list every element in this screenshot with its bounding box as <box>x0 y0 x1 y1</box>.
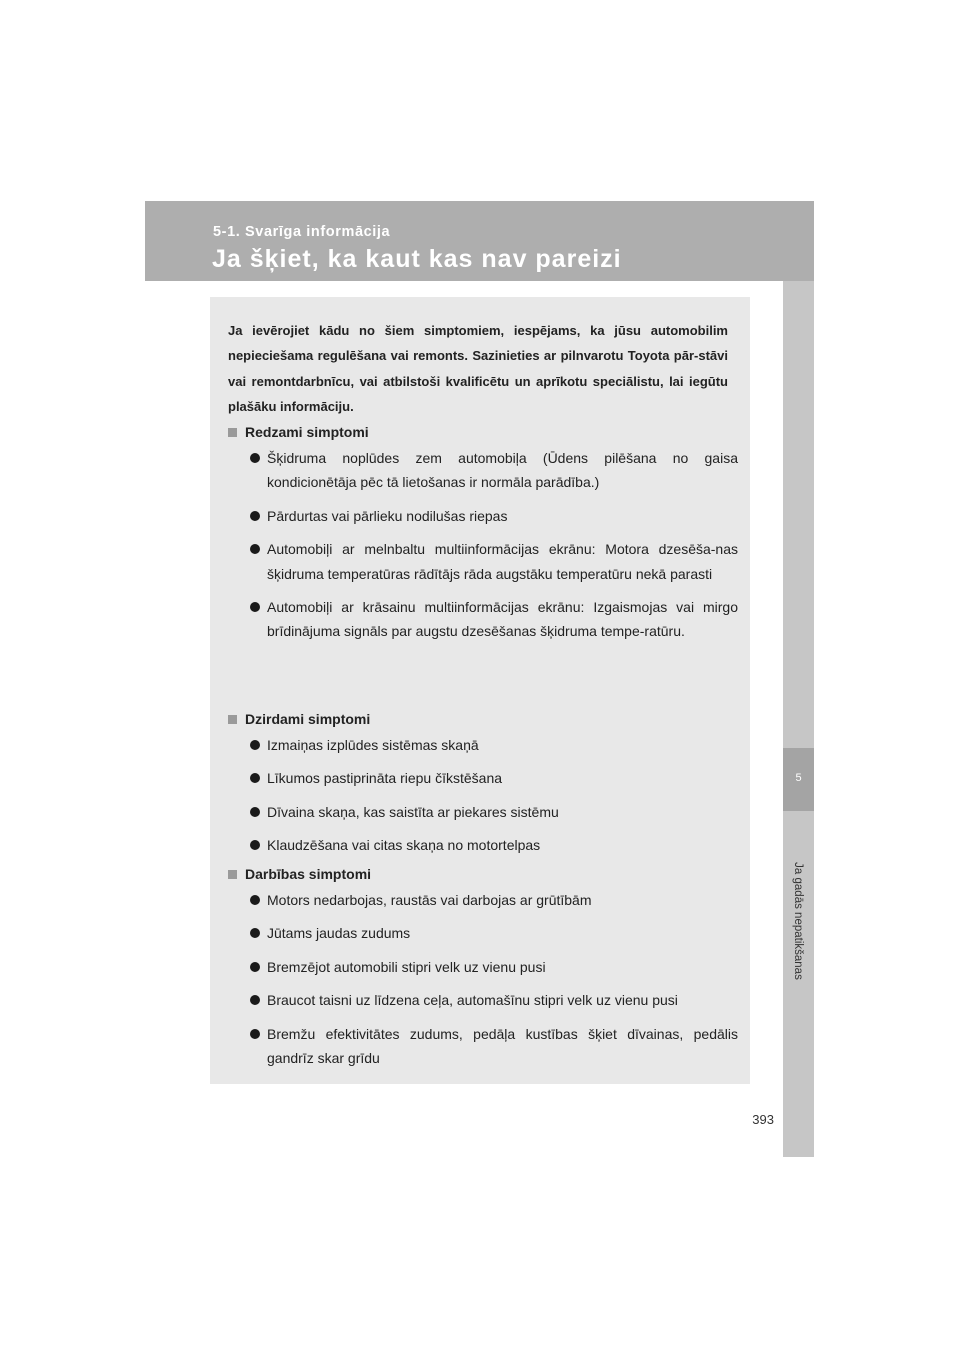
list-item <box>228 921 738 945</box>
list-item-text: Klaudzēšana vai citas skaņa no motortelpas <box>267 837 541 854</box>
bullet-icon <box>250 602 260 612</box>
bullet-icon <box>250 544 260 554</box>
section-heading-text: Dzirdami simptomi <box>245 711 371 727</box>
chapter-title: Ja gadās nepatikšanas <box>792 862 804 980</box>
section-audible-symptoms <box>228 708 738 858</box>
bullet-icon <box>250 511 260 521</box>
page-number: 393 <box>752 1112 774 1127</box>
section-operation-symptoms <box>228 863 738 1070</box>
section-heading <box>228 708 738 730</box>
section-heading <box>228 863 738 885</box>
list-item-text: Pārdurtas vai pārlieku nodilušas riepas <box>267 507 508 524</box>
list-item-text: Jūtams jaudas zudums <box>267 925 411 942</box>
list-item <box>228 888 738 912</box>
list-item <box>228 446 738 495</box>
page-title: Ja šķiet, ka kaut kas nav pareizi <box>212 245 622 273</box>
list-item-text: Dīvaina skaņa, kas saistīta ar piekares sistēmu <box>267 803 559 820</box>
list-item-text: Automobiļi ar krāsainu multiinformācijas ekrānu: Izgaismojas vai mirgo brīdinājuma signāls par augstu dzesēšanas šķidruma tempe-ratūru. <box>267 599 738 640</box>
intro-paragraph: Ja ievērojiet kādu no šiem simptomiem, iespējams, ka jūsu automobilim nepieciešama regulēšana vai remonts. Sazinieties ar pilnvarotu Toyota pār-stāvi vai remontdarbnīcu, vai atbilstoši kvalificētu un aprīkotu speciālistu, lai iegūtu plašāku informāciju. <box>228 323 728 414</box>
section-label: 5-1. Svarīga informācija <box>213 224 391 240</box>
list-item-text: Bremžu efektivitātes zudums, pedāļa kustības šķiet dīvainas, pedālis gandrīz skar grīdu <box>267 1025 738 1067</box>
list-item <box>228 504 738 528</box>
content-box <box>210 297 750 1084</box>
section-heading-text: Redzami simptomi <box>245 424 369 440</box>
square-bullet-icon <box>228 715 237 724</box>
list-item-text: Šķidruma noplūdes zem automobiļa (Ūdens pilēšana no gaisa kondicionētāja pēc tā lietošanas ir normāla parādība.) <box>267 450 738 491</box>
bullet-icon <box>250 928 260 938</box>
list-item-text: Līkumos pastiprināta riepu čīkstēšana <box>267 770 503 787</box>
chapter-number: 5 <box>795 772 802 784</box>
bullet-icon <box>250 962 260 972</box>
list-item <box>228 800 738 824</box>
list-item <box>228 766 738 790</box>
bullet-icon <box>250 995 260 1005</box>
section-heading-text: Darbības simptomi <box>245 866 372 882</box>
chapter-side-tab <box>783 281 814 1157</box>
list-item <box>228 988 738 1012</box>
list-item <box>228 955 738 979</box>
list-item-text: Motors nedarbojas, raustās vai darbojas ar grūtībām <box>267 892 592 908</box>
list-item-text: Bremzējot automobili stipri velk uz vienu pusi <box>267 958 546 975</box>
bullet-icon <box>250 807 260 817</box>
square-bullet-icon <box>228 428 237 437</box>
chapter-header <box>145 201 814 281</box>
list-item <box>228 833 738 857</box>
bullet-icon <box>250 840 260 850</box>
section-heading <box>228 421 738 443</box>
list-item-text: Braucot taisni uz līdzena ceļa, automašīnu stipri velk uz vienu pusi <box>267 992 678 1009</box>
list-item <box>228 595 738 644</box>
square-bullet-icon <box>228 870 237 879</box>
bullet-icon <box>250 453 260 463</box>
section-visible-symptoms <box>228 421 738 644</box>
bullet-icon <box>250 1029 260 1039</box>
bullet-icon <box>250 740 260 750</box>
list-item-text: Automobiļi ar melnbaltu multiinformācijas ekrānu: Motora dzesēša-nas šķidruma temperatūras rādītājs rāda augstāku temperatūru nekā parasti <box>267 541 738 582</box>
bullet-icon <box>250 895 260 905</box>
list-item <box>228 733 738 757</box>
bullet-icon <box>250 773 260 783</box>
list-item <box>228 1022 738 1071</box>
list-item-text: Izmaiņas izplūdes sistēmas skaņā <box>267 737 479 753</box>
list-item <box>228 537 738 586</box>
